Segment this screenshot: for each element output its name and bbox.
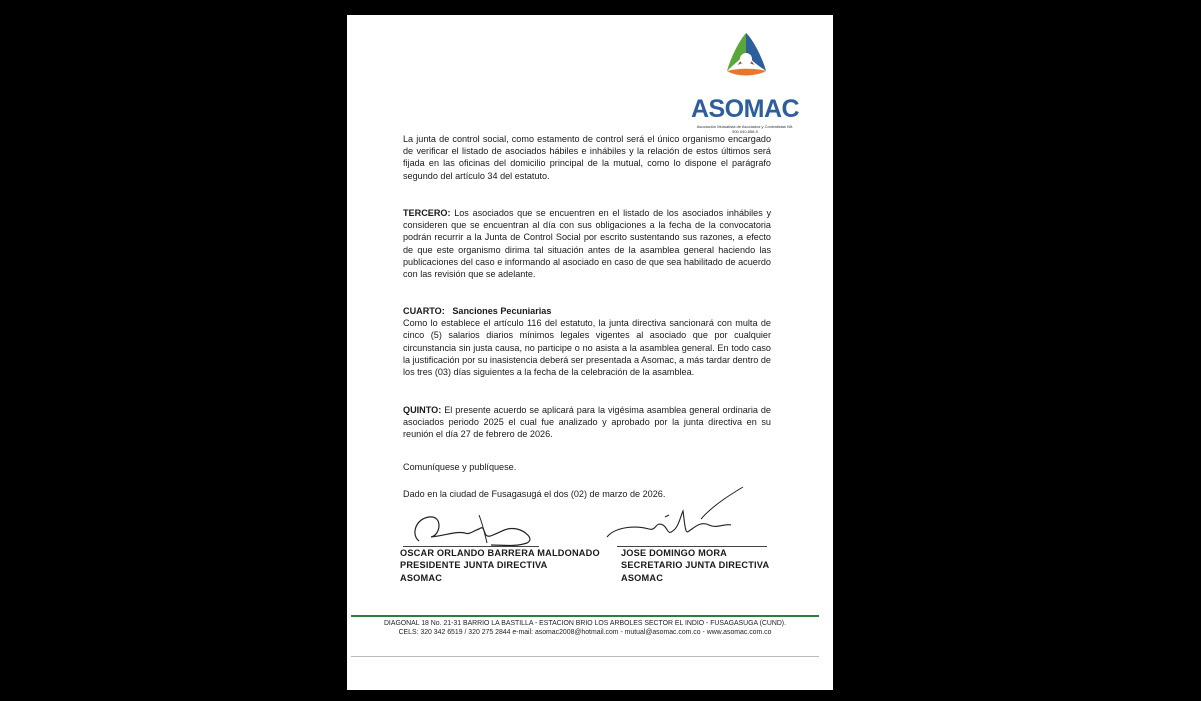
paragraph-label: QUINTO: (403, 405, 442, 415)
closing-phrase: Comuníquese y publíquese. (403, 462, 517, 472)
signer-org: ASOMAC (400, 572, 443, 583)
signer-org: ASOMAC (621, 572, 664, 583)
paragraph-control-social (403, 133, 771, 182)
paragraph-text: La junta de control social, como estamento de control será el único organismo encargado de verificar el listado de asociados hábiles e inhábiles y la relación de estos últimos será fijada en las oficinas del domicilio principal de la mutual, como lo dispone el parágrafo segundo del artículo 34 del estatuto. (403, 134, 771, 181)
paragraph-text: Los asociados que se encuentren en el listado de los asociados inhábiles y consideren que se encuentran al día con sus obligaciones a la fecha de la convocatoria podrán recurrir a la Junta de Control Social por escrito sustentando sus razones, a efecto de que este organismo dirima tal situación antes de la asamblea general haciendo las publicaciones del caso e informando al asociado en caso de que sea habilitado de acuerdo con las revisión que se adelante. (403, 208, 771, 280)
footer-bottom-line (351, 656, 819, 657)
signer-name: OSCAR ORLANDO BARRERA MALDONADO (400, 548, 600, 558)
logo-triangle-icon (723, 31, 769, 79)
signature-right-drawing (605, 485, 755, 547)
paragraph-cuarto (403, 305, 771, 378)
paragraph-text: El presente acuerdo se aplicará para la vigésima asamblea general ordinaria de asociados periodo 2025 el cual fue analizado y aprobado por la junta directiva en su reunión el día 27 de febrero de 2026. (403, 405, 771, 440)
paragraph-text: Como lo establece el artículo 116 del estatuto, la junta directiva sancionará con multa de cinco (5) salarios diarios mínimos legales vigentes al asociado que por cualquier circunstancia sin justa causa, no participe o no asista a la asamblea general. En todo caso la justificación por su inasistencia deberá ser presentada a Asomac, a más tardar dentro de los tres (03) días siguientes a la fecha de la celebración de la asamblea. (403, 318, 771, 378)
signer-name: JOSE DOMINGO MORA (621, 548, 728, 558)
asomac-logo (685, 31, 805, 137)
paragraph-tercero (403, 207, 771, 280)
signer-role: PRESIDENTE JUNTA DIRECTIVA (400, 560, 548, 571)
signature-block-secretary (621, 547, 769, 584)
paragraph-quinto (403, 404, 771, 441)
signature-left-drawing (407, 505, 547, 547)
signer-role: SECRETARIO JUNTA DIRECTIVA (621, 560, 770, 571)
date-line: Dado en la ciudad de Fusagasugá el dos (02) de marzo de 2026. (403, 489, 666, 499)
document-page (347, 15, 833, 690)
footer-address: DIAGONAL 18 No. 21-31 BARRIO LA BASTILLA - ESTACION BRIO LOS ARBOLES SECTOR EL INDIO - FUSAGASUGA (CUND). (383, 620, 787, 627)
logo-subtitle: Asociación Mutualista de Asociados y Contratistas NIt. 900.040.858-9 (696, 124, 794, 134)
paragraph-label: TERCERO: (403, 208, 451, 218)
footer-contact: CELS: 320 342 6519 / 320 275 2844 e-mail: asomac2008@hotmail.com - mutual@asomac.com.co - www.asomac.com.co (398, 629, 772, 636)
footer-divider (351, 615, 819, 617)
logo-wordmark: ASOMAC (690, 95, 800, 123)
signature-block-president (400, 547, 600, 584)
paragraph-label: CUARTO: Sanciones Pecuniarias (403, 306, 552, 316)
